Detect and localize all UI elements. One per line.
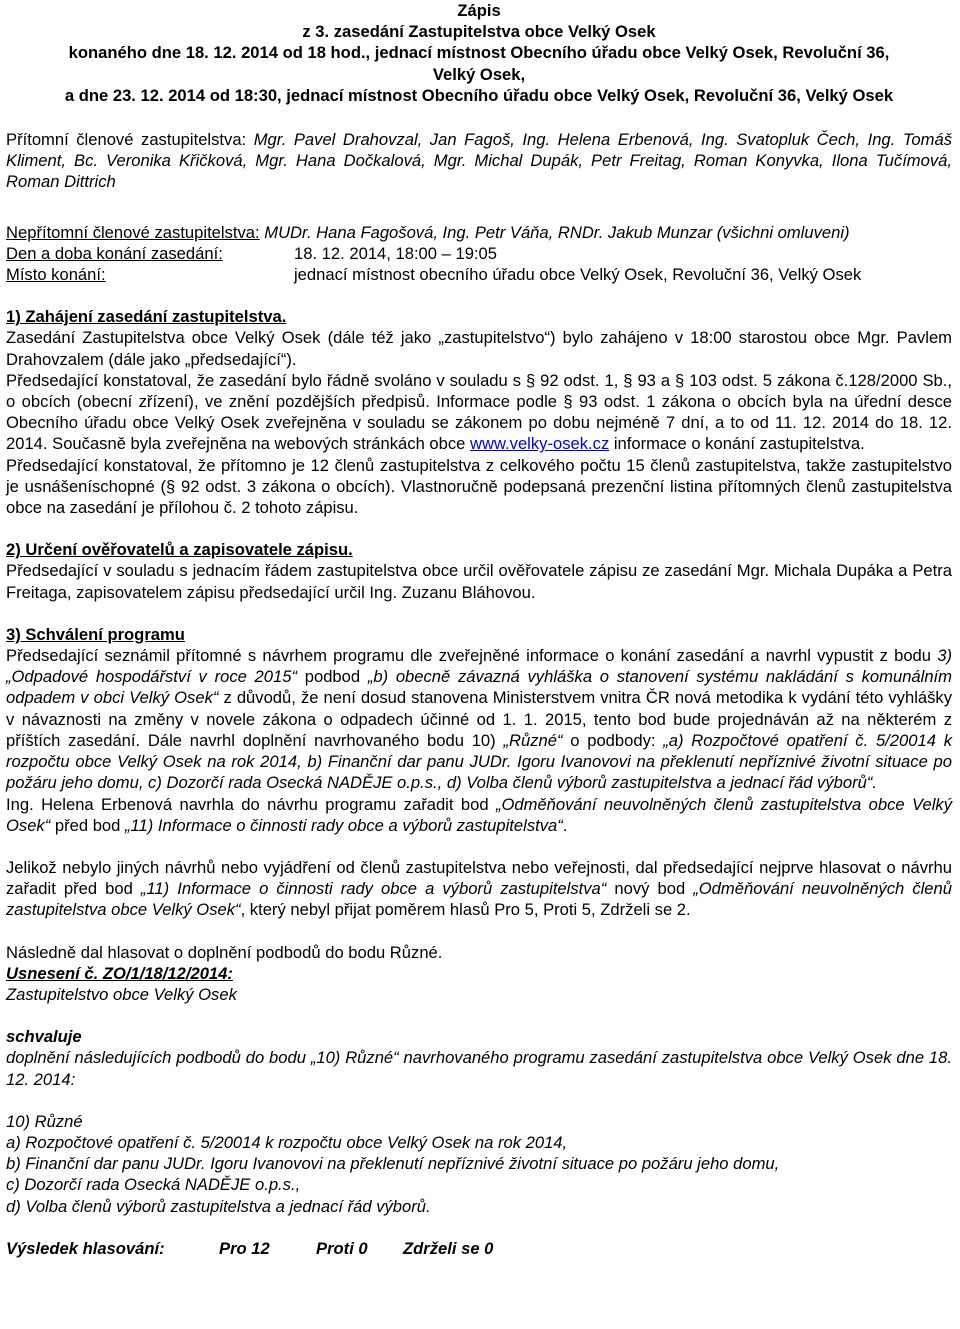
resolution-label: Usnesení č. ZO/1/18/12/2014: [6, 963, 233, 983]
resolution-text: doplnění následujících podbodů do bodu „10) Různé“ navrhovaného programu zasedání zastupitelstva obce Velký Osek dne 18. 12. 2014: [6, 1048, 952, 1089]
resolution-item: b) Finanční dar panu JUDr. Igoru Ivanovovi na překlenutí nepříznivé životní situace po požáru jeho domu, [6, 1154, 780, 1174]
section-1 [6, 306, 952, 518]
header-line-session-1: konaného dne 18. 12. 2014 od 18 hod., jednací místnost Obecního úřadu obce Velký Osek, Revoluční 36, [68, 43, 890, 63]
resolution-item: a) Rozpočtové opatření č. 5/20014 k rozpočtu obce Velký Osek na rok 2014, [6, 1132, 568, 1152]
resolution-body: Zastupitelstvo obce Velký Osek [6, 984, 237, 1004]
section-3-para-2: Ing. Helena Erbenová navrhla do návrhu programu zařadit bod „Odměňování neuvolněných členů zastupitelstva obce Velký Osek“ před bod „11) Informace o činnosti rady obce a výborů zastupitelstva“. [6, 794, 952, 835]
meeting-date-row [6, 243, 952, 264]
present-names: Mgr. Pavel Drahovzal, Jan Fagoš, Ing. Helena Erbenová, Ing. Svatopluk Čech, Ing. Tomáš Kliment, Bc. Veronika Křičková, Mgr. Hana Dočkalová, Mgr. Michal Dupák, Petr Freitag, Roman Konyvka, Ilona Tučímová, Roman Dittrich [6, 130, 953, 192]
vote-proti: Proti 0 [316, 1238, 368, 1258]
place-value: jednací místnost obecního úřadu obce Velký Osek, Revoluční 36, Velký Osek [294, 265, 862, 285]
section-3-para-1: Předsedající seznámil přítomné s návrhem programu dle zveřejněné informace o konání zasedání a navrhl vypustit z bodu 3) „Odpadové hospodářství v roce 2015“ podbod „b) obecně závazná vyhláška o stanovení systému nakládání s komunálním odpadem v obci Velký Osek“ z důvodů, že není dosud stanovena Ministerstvem vnitra ČR nová metodika k vydání této vyhlášky v návaznosti na změny v novele zákona o odpadech účinné od 1. 1. 2015, tento bod bude projednáván až na některém z příštích zasedání. Dále navrhl doplnění navrhovaného bodu 10) „Různé“ o podbody: „a) Rozpočtové opatření č. 5/20014 k rozpočtu obce Velký Osek na rok 2014, b) Finanční dar panu JUDr. Igoru Ivanovovi na překlenutí nepříznivé životní situace po požáru jeho domu, c) Dozorčí rada Osecká NADĚJE o.p.s., d) Volba členů výborů zastupitelstva a jednací řád výborů“. [6, 646, 952, 793]
resolution-item: d) Volba členů výborů zastupitelstva a jednací řád výborů. [6, 1196, 431, 1216]
section-1-title: 1) Zahájení zasedání zastupitelstva. [6, 307, 287, 327]
section-3 [6, 624, 952, 1259]
date-label: Den a doba konání zasedání: [6, 243, 223, 263]
resolution-item: 10) Různé [6, 1111, 83, 1131]
section-1-para-3: Předsedající konstatoval, že přítomno je 12 členů zastupitelstva z celkového počtu 15 členů zastupitelstva, takže zastupitelstvo je usnášeníschopné (§ 92 odst. 3 zákona o obcích). Vlastnoručně podepsaná prezenční listina přítomných členů zastupitelstva obce na zasedání je přílohou č. 2 tohoto zápisu. [6, 455, 952, 518]
section-2-para-1: Předsedající v souladu s jednacím řádem zastupitelstva obce určil ověřovatele zápisu ze zasedání Mgr. Michala Dupáka a Petra Freitaga, zapisovatelem zápisu předsedající určil Ing. Zuzanu Bláhovou. [6, 561, 952, 602]
vote-zdrzeli: Zdrželi se 0 [403, 1238, 494, 1258]
absent-names: MUDr. Hana Fagošová, Ing. Petr Váňa, RNDr. Jakub Munzar (všichni omluveni) [259, 222, 850, 242]
section-1-para-2: Předsedající konstatoval, že zasedání bylo řádně svoláno v souladu s § 92 odst. 1, § 93 a § 103 odst. 5 zákona č.128/2000 Sb., o obcích (obecní zřízení), ve znění pozdějších předpisů. Informace podle § 93 odst. 1 zákona o obcích byla na úřední desce Obecního úřadu obce Velký Osek zveřejněna v souladu se zákonem po dobu nejméně 7 dní, a to od 11. 12. 2014 do 18. 12. 2014. Současně byla zveřejněna na webových stránkách obce www.velky-osek.cz informace o konání zastupitelstva. [6, 370, 952, 454]
website-link[interactable]: www.velky-osek.cz [470, 434, 610, 454]
present-label: Přítomní členové zastupitelstva: [6, 130, 247, 150]
date-value: 18. 12. 2014, 18:00 – 19:05 [294, 243, 497, 263]
place-label: Místo konání: [6, 265, 106, 285]
vote-label: Výsledek hlasování: [6, 1238, 165, 1258]
document-subtitle: z 3. zasedání Zastupitelstva obce Velký Osek [302, 22, 656, 42]
section-3-title: 3) Schválení programu [6, 624, 185, 644]
absent-members [6, 222, 952, 243]
resolution-approves: schvaluje [6, 1027, 82, 1047]
vote-pro: Pro 12 [219, 1238, 270, 1258]
resolution-items [6, 1111, 952, 1217]
present-members [6, 129, 952, 193]
section-3-para-3: Jelikož nebylo jiných návrhů nebo vyjádření od členů zastupitelstva nebo veřejnosti, dal předsedající nejprve hlasovat o návrhu zařadit před bod „11) Informace o činnosti rady obce a výborů zastupitelstva“ nový bod „Odměňování neuvolněných členů zastupitelstva obce Velký Osek“, který nebyl přijat poměrem hlasů Pro 5, Proti 5, Zdrželi se 2. [6, 857, 952, 920]
absent-label: Nepřítomní členové zastupitelstva: [6, 222, 260, 242]
section-2-title: 2) Určení ověřovatelů a zapisovatele zápisu. [6, 540, 353, 560]
header-line-session-2: a dne 23. 12. 2014 od 18:30, jednací místnost Obecního úřadu obce Velký Osek, Revoluční 36, Velký Osek [64, 85, 894, 105]
resolution-item: c) Dozorčí rada Osecká NADĚJE o.p.s., [6, 1175, 301, 1195]
meeting-place-row [6, 264, 952, 285]
header-line-session-1-cont: Velký Osek, [432, 64, 526, 84]
section-2 [6, 539, 952, 603]
document-title: Zápis [457, 1, 501, 20]
vote-result [6, 1238, 952, 1259]
section-1-para-1: Zasedání Zastupitelstva obce Velký Osek (dále též jako „zastupitelstvo“) bylo zahájeno v 18:00 starostou obce Mgr. Pavlem Drahovzalem (dále jako „předsedající“). [6, 328, 952, 369]
section-3-para-4: Následně dal hlasovat o doplnění podbodů do bodu Různé. [6, 942, 443, 962]
document-header [6, 0, 952, 106]
